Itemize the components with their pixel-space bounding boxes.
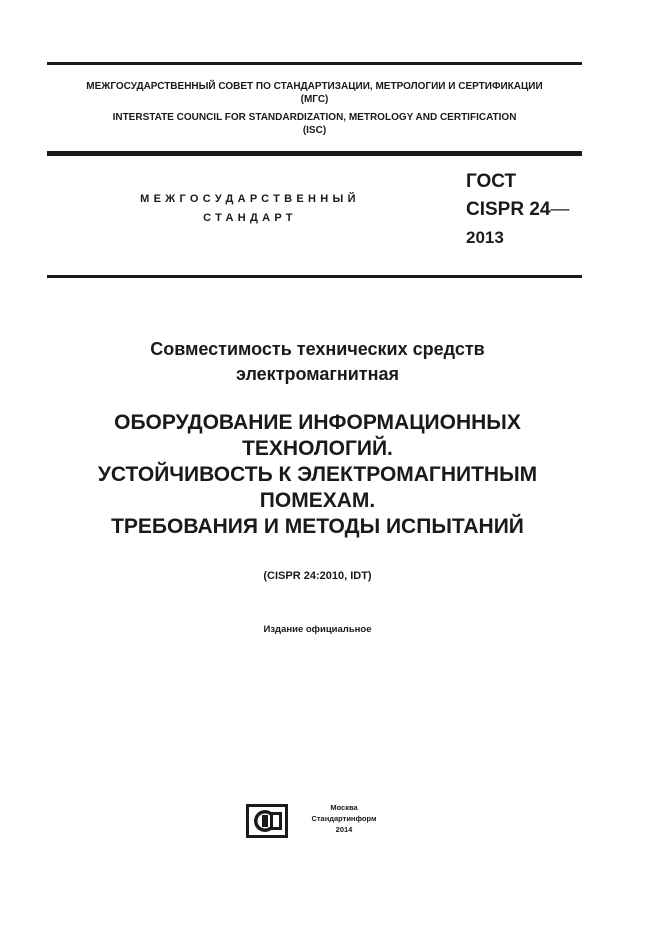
designation-line2 bbox=[466, 196, 569, 224]
standartinform-logo-icon bbox=[246, 804, 288, 838]
council-en-abbr: (ISC) bbox=[302, 125, 327, 136]
council-header bbox=[47, 80, 582, 137]
publisher-year: 2014 bbox=[335, 825, 353, 834]
council-rule bbox=[47, 151, 582, 156]
document-title bbox=[0, 410, 635, 540]
title-line: ОБОРУДОВАНИЕ ИНФОРМАЦИОННЫХ bbox=[114, 411, 521, 434]
subtitle-line1: Совместимость технических средств bbox=[150, 339, 485, 359]
publisher-name: Стандартинформ bbox=[311, 814, 377, 823]
document-idt: (CISPR 24:2010, IDT) bbox=[263, 570, 372, 582]
standard-kind-line1: МЕЖГОСУДАРСТВЕННЫЙ bbox=[140, 193, 360, 205]
document-subtitle bbox=[0, 337, 635, 387]
publisher-block bbox=[246, 802, 386, 838]
top-rule bbox=[47, 62, 582, 65]
designation-line3: 2013 bbox=[466, 228, 504, 247]
standard-kind-line2: СТАНДАРТ bbox=[203, 212, 297, 224]
designation-line1: ГОСТ bbox=[466, 171, 517, 192]
council-en-name: INTERSTATE COUNCIL FOR STANDARDIZATION, METROLOGY AND CERTIFICATION bbox=[112, 112, 517, 123]
council-ru-abbr: (МГС) bbox=[300, 94, 329, 105]
designation-number: CISPR 24 bbox=[466, 199, 551, 220]
publisher-text bbox=[304, 802, 384, 835]
title-line: ТРЕБОВАНИЯ И МЕТОДЫ ИСПЫТАНИЙ bbox=[111, 515, 524, 538]
title-line: ПОМЕХАМ. bbox=[259, 489, 376, 512]
standard-kind bbox=[100, 193, 400, 224]
council-ru-name: МЕЖГОСУДАРСТВЕННЫЙ СОВЕТ ПО СТАНДАРТИЗАЦИИ, МЕТРОЛОГИИ И СЕРТИФИКАЦИИ bbox=[86, 81, 543, 92]
designation-dash: — bbox=[550, 199, 570, 220]
title-line: ТЕХНОЛОГИЙ. bbox=[242, 437, 393, 460]
designation-rule bbox=[47, 275, 582, 278]
subtitle-line2: электромагнитная bbox=[235, 364, 399, 384]
standard-designation bbox=[466, 168, 569, 252]
title-line: УСТОЙЧИВОСТЬ К ЭЛЕКТРОМАГНИТНЫМ bbox=[97, 463, 538, 486]
publisher-city: Москва bbox=[330, 803, 358, 812]
document-edition: Издание официальное bbox=[263, 624, 372, 635]
